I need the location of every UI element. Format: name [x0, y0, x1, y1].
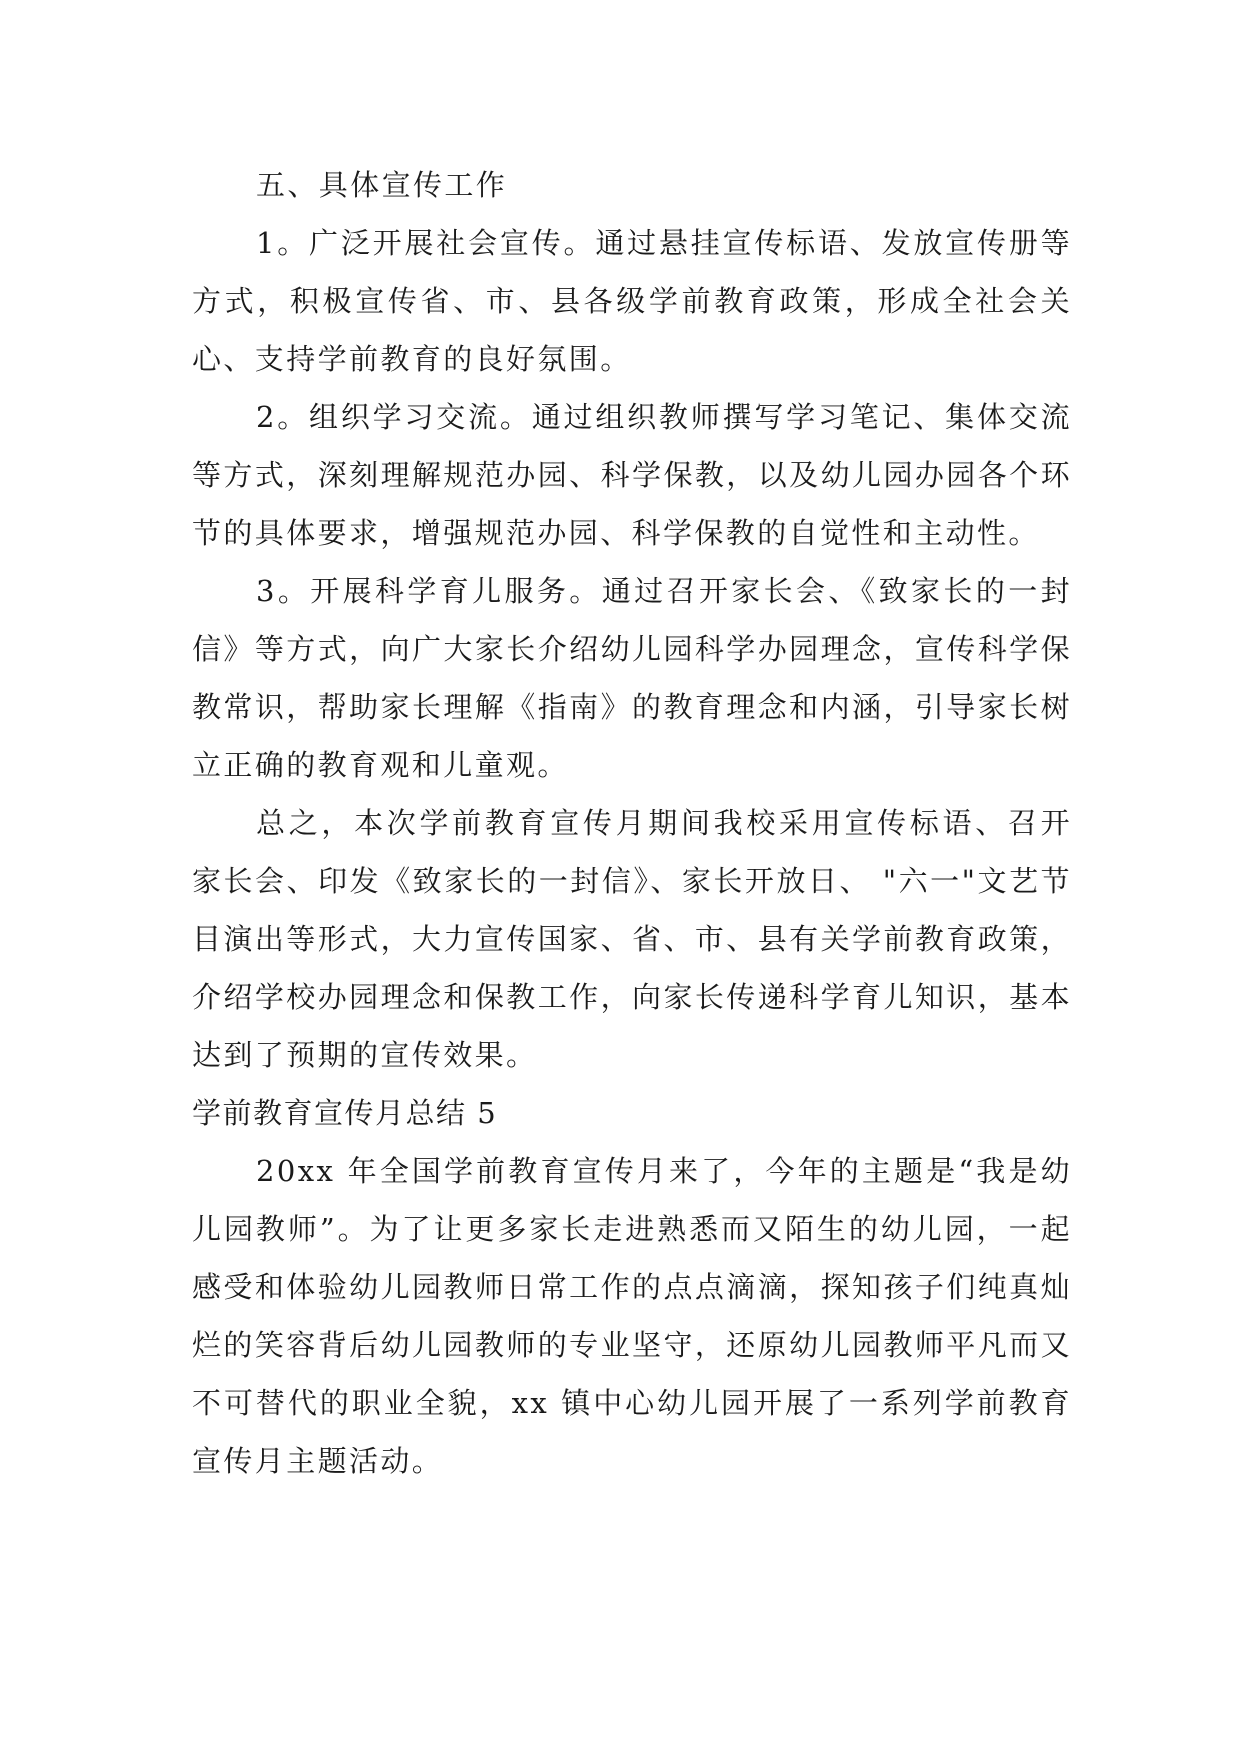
paragraph-parenting-service: 3。开展科学育儿服务。通过召开家长会、《致家长的一封信》等方式，向广大家长介绍幼儿园科学办园理念，宣传科学保教常识，帮助家长理解《指南》的教育理念和内涵，引导家长树立正确的教育观和儿童观。: [192, 574, 1072, 782]
paragraph-social-publicity: 1。广泛开展社会宣传。通过悬挂宣传标语、发放宣传册等方式，积极宣传省、市、县各级学前教育政策，形成全社会关心、支持学前教育的良好氛围。: [192, 226, 1072, 376]
paragraph-study-exchange: 2。组织学习交流。通过组织教师撰写学习笔记、集体交流等方式，深刻理解规范办园、科学保教，以及幼儿园办园各个环节的具体要求，增强规范办园、科学保教的自觉性和主动性。: [192, 400, 1072, 550]
paragraph-intro: 20xx 年全国学前教育宣传月来了，今年的主题是“我是幼儿园教师”。为了让更多家长走进熟悉而又陌生的幼儿园，一起感受和体验幼儿园教师日常工作的点点滴滴，探知孩子们纯真灿烂的笑容背后幼儿园教师的专业坚守，还原幼儿园教师平凡而又不可替代的职业全貌，xx 镇中心幼儿园开展了一系列学前教育宣传月主题活动。: [192, 1154, 1072, 1478]
paragraph-summary: 总之，本次学前教育宣传月期间我校采用宣传标语、召开家长会、印发《致家长的一封信》、家长开放日、 "六一"文艺节目演出等形式，大力宣传国家、省、市、县有关学前教育政策，介绍学校办园理念和保教工作，向家长传递科学育儿知识，基本达到了预期的宣传效果。: [192, 806, 1072, 1072]
section-heading: 五、具体宣传工作: [256, 168, 508, 202]
document-body: [192, 156, 1072, 1490]
section-title: 学前教育宣传月总结 5: [192, 1096, 498, 1130]
